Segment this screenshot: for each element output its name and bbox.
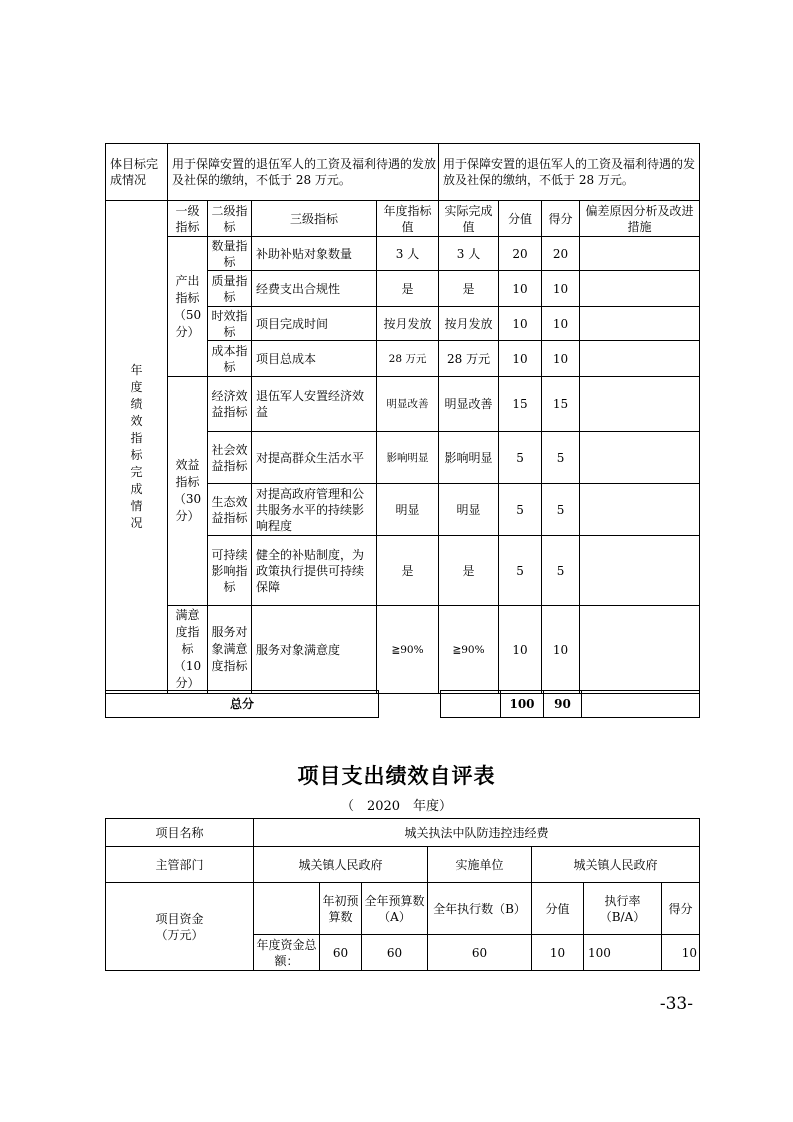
total-blank xyxy=(379,691,441,718)
l3-cell: 项目完成时间 xyxy=(252,307,377,341)
note-cell xyxy=(580,606,700,694)
score-cell: 10 xyxy=(499,271,542,307)
l2-cell: 生态效益指标 xyxy=(208,484,252,536)
fund-header-annual: 全年预算数（A） xyxy=(362,883,428,935)
total-note xyxy=(582,691,700,718)
l3-cell: 经费支出合规性 xyxy=(252,271,377,307)
target-cell: 28 万元 xyxy=(377,341,439,377)
project-name-label: 项目名称 xyxy=(106,819,254,847)
l2-cell: 数量指标 xyxy=(208,237,252,271)
note-cell xyxy=(580,271,700,307)
note-cell xyxy=(580,536,700,606)
got-cell: 5 xyxy=(542,484,580,536)
fund-got: 10 xyxy=(662,935,700,971)
fund-exec: 60 xyxy=(428,935,532,971)
note-cell xyxy=(580,341,700,377)
section-year: （ 2020 年度） xyxy=(340,799,453,814)
goal-actual: 用于保障安置的退伍军人的工资及福利待遇的发放及社保的缴纳，不低于 28 万元。 xyxy=(439,144,700,201)
target-cell: 按月发放 xyxy=(377,307,439,341)
fund-header-initial: 年初预算数 xyxy=(320,883,362,935)
header-note: 偏差原因分析及改进措施 xyxy=(580,201,700,237)
l3-cell: 项目总成本 xyxy=(252,341,377,377)
fund-label: 项目资金（万元） xyxy=(106,883,254,971)
target-cell: 影响明显 xyxy=(377,432,439,484)
l2-cell: 服务对象满意度指标 xyxy=(208,606,252,694)
header-l2: 二级指标 xyxy=(208,201,252,237)
dept-label: 主管部门 xyxy=(106,847,254,883)
section-label xyxy=(106,201,168,694)
project-name: 城关执法中队防违控违经费 xyxy=(254,819,700,847)
actual-cell: 是 xyxy=(439,536,499,606)
l2-cell: 成本指标 xyxy=(208,341,252,377)
fund-header-score: 分值 xyxy=(532,883,584,935)
target-cell: 明显改善 xyxy=(377,377,439,432)
actual-cell: 是 xyxy=(439,271,499,307)
fund-rate: 100 xyxy=(584,935,662,971)
goal-label: 体目标完成情况 xyxy=(106,144,168,201)
total-score: 100 xyxy=(501,691,544,718)
section-title: 项目支出绩效自评表 xyxy=(297,763,496,788)
target-cell: 是 xyxy=(377,271,439,307)
score-cell: 20 xyxy=(499,237,542,271)
actual-cell: 明显改善 xyxy=(439,377,499,432)
group-output: 产出指标（50分） xyxy=(168,237,208,377)
header-l3: 三级指标 xyxy=(252,201,377,237)
table-row xyxy=(106,606,700,694)
l3-cell: 服务对象满意度 xyxy=(252,606,377,694)
actual-cell: ≧90% xyxy=(439,606,499,694)
l3-cell: 健全的补贴制度，为政策执行提供可持续保障 xyxy=(252,536,377,606)
score-cell: 10 xyxy=(499,606,542,694)
target-cell: 3 人 xyxy=(377,237,439,271)
score-cell: 10 xyxy=(499,307,542,341)
score-cell: 5 xyxy=(499,432,542,484)
got-cell: 10 xyxy=(542,341,580,377)
target-cell: 明显 xyxy=(377,484,439,536)
total-label: 总分 xyxy=(106,691,379,718)
section-label-text: 年度绩效指标完成情况 xyxy=(130,363,143,530)
group-benefit: 效益指标（30分） xyxy=(168,377,208,606)
note-cell xyxy=(580,307,700,341)
impl-value: 城关镇人民政府 xyxy=(532,847,700,883)
got-cell: 10 xyxy=(542,606,580,694)
header-got: 得分 xyxy=(542,201,580,237)
note-cell xyxy=(580,432,700,484)
fund-initial: 60 xyxy=(320,935,362,971)
header-actual: 实际完成值 xyxy=(439,201,499,237)
score-cell: 10 xyxy=(499,341,542,377)
fund-header-exec: 全年执行数（B） xyxy=(428,883,532,935)
page-number: -33- xyxy=(659,994,693,1014)
got-cell: 10 xyxy=(542,307,580,341)
got-cell: 5 xyxy=(542,432,580,484)
l2-cell: 社会效益指标 xyxy=(208,432,252,484)
actual-cell: 按月发放 xyxy=(439,307,499,341)
note-cell xyxy=(580,377,700,432)
fund-annual: 60 xyxy=(362,935,428,971)
got-cell: 20 xyxy=(542,237,580,271)
header-score: 分值 xyxy=(499,201,542,237)
fund-row-label: 年度资金总额： xyxy=(254,935,320,971)
score-cell: 15 xyxy=(499,377,542,432)
got-cell: 5 xyxy=(542,536,580,606)
actual-cell: 28 万元 xyxy=(439,341,499,377)
project-expense-table xyxy=(105,818,700,971)
l2-cell: 质量指标 xyxy=(208,271,252,307)
l2-cell: 可持续影响指标 xyxy=(208,536,252,606)
header-target: 年度指标值 xyxy=(377,201,439,237)
fund-header-blank xyxy=(254,883,320,935)
actual-cell: 明显 xyxy=(439,484,499,536)
note-cell xyxy=(580,484,700,536)
group-satisfaction: 满意度指标（10分） xyxy=(168,606,208,694)
header-l1: 一级指标 xyxy=(168,201,208,237)
table-row xyxy=(106,237,700,271)
actual-cell: 影响明显 xyxy=(439,432,499,484)
l3-cell: 对提高群众生活水平 xyxy=(252,432,377,484)
target-cell: ≧90% xyxy=(377,606,439,694)
total-got: 90 xyxy=(544,691,582,718)
actual-cell: 3 人 xyxy=(439,237,499,271)
l3-cell: 退伍军人安置经济效益 xyxy=(252,377,377,432)
table-row xyxy=(106,377,700,432)
goal-planned: 用于保障安置的退伍军人的工资及福利待遇的发放及社保的缴纳，不低于 28 万元。 xyxy=(168,144,439,201)
score-cell: 5 xyxy=(499,536,542,606)
note-cell xyxy=(580,237,700,271)
l2-cell: 时效指标 xyxy=(208,307,252,341)
l2-cell: 经济效益指标 xyxy=(208,377,252,432)
dept-value: 城关镇人民政府 xyxy=(254,847,428,883)
total-row xyxy=(105,690,700,718)
fund-score: 10 xyxy=(532,935,584,971)
l3-cell: 补助补贴对象数量 xyxy=(252,237,377,271)
impl-label: 实施单位 xyxy=(428,847,532,883)
fund-header-rate: 执行率（B/A） xyxy=(584,883,662,935)
got-cell: 15 xyxy=(542,377,580,432)
score-cell: 5 xyxy=(499,484,542,536)
fund-header-got: 得分 xyxy=(662,883,700,935)
l3-cell: 对提高政府管理和公共服务水平的持续影响程度 xyxy=(252,484,377,536)
total-blank-actual xyxy=(441,691,501,718)
performance-indicator-table xyxy=(105,143,700,694)
got-cell: 10 xyxy=(542,271,580,307)
target-cell: 是 xyxy=(377,536,439,606)
